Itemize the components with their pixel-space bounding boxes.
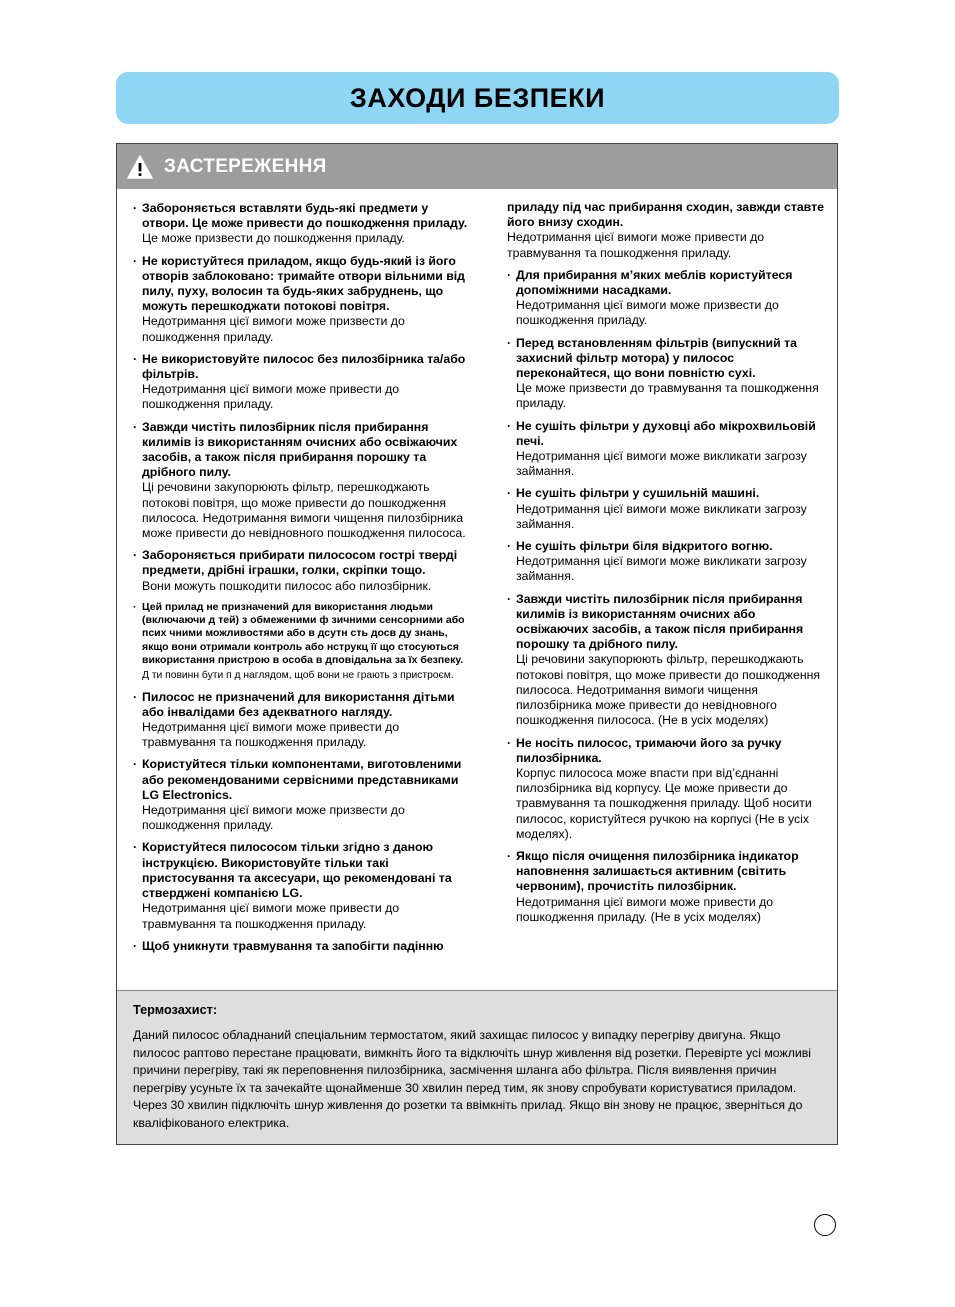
thermal-protection-title: Термозахист: [133,1003,218,1017]
list-item: · Завжди чистіть пилозбірник після прибирання килимів із використанням очисних або освіжаючих засобів, а також після прибирання порошку та дрібного пилу. Ці речовини закупорюють фільтр, перешкоджають потокові повітря, що може привести до пошкодження пилососа. Недотримання вимоги чищення пилозбірника може привести до невідновного пошкодження пилососа. (Не в усіх моделях) [507,591,821,728]
bullet: · [133,351,138,366]
left-column [133,201,471,961]
bullet: · [133,600,137,613]
right-column [507,200,827,932]
list-item-continuation: приладу під час прибирання сходин, завжди ставте його внизу сходин. Недотримання цієї вимоги може привести до травмування та пошкодження приладу. [507,200,824,260]
list-item: · Пилосос не призначений для використання дітьми або інвалідами без адекватного нагляду. Недотримання цієї вимоги може привести до травмування та пошкодження приладу. [133,689,455,750]
list-item: · Не сушіть фільтри у сушильній машині. Недотримання цієї вимоги може викликати загрозу займання. [507,486,807,531]
page-title: ЗАХОДИ БЕЗПЕКИ [349,82,606,113]
bullet: · [133,757,138,772]
list-item: · Забороняється прибирати пилососом гострі тверді предмети, дрібні іграшки, голки, скріпки тощо. Вони можуть пошкодити пилосос або пилозбірник. [133,548,458,593]
list-item: · Якщо після очищення пилозбірника індикатор наповнення залишається активним (світить червоним), прочистіть пилозбірник. Недотримання цієї вимоги може привести до пошкодження приладу. (Не в усіх моделях) [507,848,799,924]
list-item: · Завжди чистіть пилозбірник після прибирання килимів із використанням очисних або освіжаючих засобів, а також після прибирання порошку та дрібного пилу. Ці речовини закупорюють фільтр, перешкоджають потокові повітря, що може привести до пошкодження пилососа. Недотримання вимоги чищення пилозбірника може привести до невідновного пошкодження пилососа. [133,419,466,541]
list-item: · Забороняється вставляти будь-які предмети у отвори. Це може привести до пошкодження приладу. Це може призвести до пошкодження приладу. [133,201,468,246]
warning-triangle-icon [127,155,153,179]
bullet: · [133,419,138,434]
list-item: · Перед встановленням фільтрів (випускний та захисний фільтр мотора) у пилосос переконайтеся, що вони повністю сухі. Це може призвести до травмування та пошкодження приладу. [507,335,819,411]
bullet: · [133,689,138,704]
bullet: · [507,591,512,606]
list-item: · Не користуйтеся приладом, якщо будь-який із його отворів заблоковано: тримайте отвори вільними від пилу, пуху, волосин та будь-яких забруднень, що можуть перешкоджати потокові повітря. Недотримання цієї вимоги може призвести до пошкодження приладу. [133,253,465,344]
bullet: · [507,335,512,350]
list-item: · Цей прилад не призначений для використання людьми (включаючи д тей) з обмеженими ф зичними сенсорними або псих чними можливостями або в дсутн сть досв ду знань, якщо вони отримали контроль або нструкц її що стосуються використання пристрою в особа в дповідальна за їх безпеку. Д ти повинн бути п д наглядом, щоб вони не грають з пристроєм. [133,600,465,682]
list-item: · Не сушіть фільтри у духовці або мікрохвильовій печі. Недотримання цієї вимоги може викликати загрозу займання. [507,418,816,479]
title-banner [116,72,839,124]
list-item: · Користуйтеся тільки компонентами, виготовленими або рекомендованими сервісними представниками LG Electronics. Недотримання цієї вимоги може призвести до пошкодження приладу. [133,757,462,833]
bullet: · [133,548,138,563]
list-item: · Користуйтеся пилососом тільки згідно з даною інструкцією. Використовуйте тільки такі пристосування та аксесуари, що рекомендовані та стверджені компанією LG. Недотримання цієї вимоги може привести до травмування та пошкодження приладу. [133,840,452,931]
thermal-protection-text: Даний пилосос обладнаний спеціальним термостатом, який захищає пилосос у випадку перегріву двигуна. Якщо пилосос раптово перестане працювати, вимкніть його та відключіть шнур живлення від розетки. Перевірте усі можливі причини перегріву, такі як переповнення пилозбірника, засмічення шланга або фільтра. Після виявлення причин перегріву усуньте їх та зачекайте щонайменше 30 хвилин перед тим, як знову спробувати користуватися приладом. Через 30 хвилин підключіть шнур живлення до розетки та ввімкніть прилад. Якщо він знову не працює, зверніться до кваліфікованого електрика. [133,1028,812,1130]
bullet: · [507,267,512,282]
bullet: · [507,539,512,554]
bullet: · [133,938,138,953]
bullet: · [507,848,512,863]
list-item: · Щоб уникнути травмування та запобігти падінню [133,938,444,953]
bullet: · [507,418,512,433]
list-item: · Не носіть пилосос, тримаючи його за ручку пилозбірника. Корпус пилососа може впасти при від’єднанні пилозбірника від корпусу. Це може привести до травмування та пошкодження приладу. Щоб носити пилосос, користуйтеся ручкою на корпусі (Не в усіх моделях). [507,735,812,841]
page-number-circle [814,1214,836,1236]
list-item: · Не сушіть фільтри біля відкритого вогню. Недотримання цієї вимоги може викликати загрозу займання. [507,539,807,584]
thermal-protection-panel [117,990,837,1144]
bullet: · [133,253,138,268]
bullet: · [133,840,138,855]
list-item: · Не використовуйте пилосос без пилозбірника та/або фільтрів. Недотримання цієї вимоги може привести до пошкодження приладу. [133,351,466,412]
bullet: · [507,735,512,750]
section-title: ЗАСТЕРЕЖЕННЯ [164,155,327,177]
list-item: · Для прибирання м’яких меблів користуйтеся допоміжними насадками. Недотримання цієї вимоги може призвести до пошкодження приладу. [507,267,793,328]
bullet: · [133,201,138,215]
warnings-header [117,144,837,189]
warnings-box [116,143,838,1145]
bullet: · [507,486,512,501]
